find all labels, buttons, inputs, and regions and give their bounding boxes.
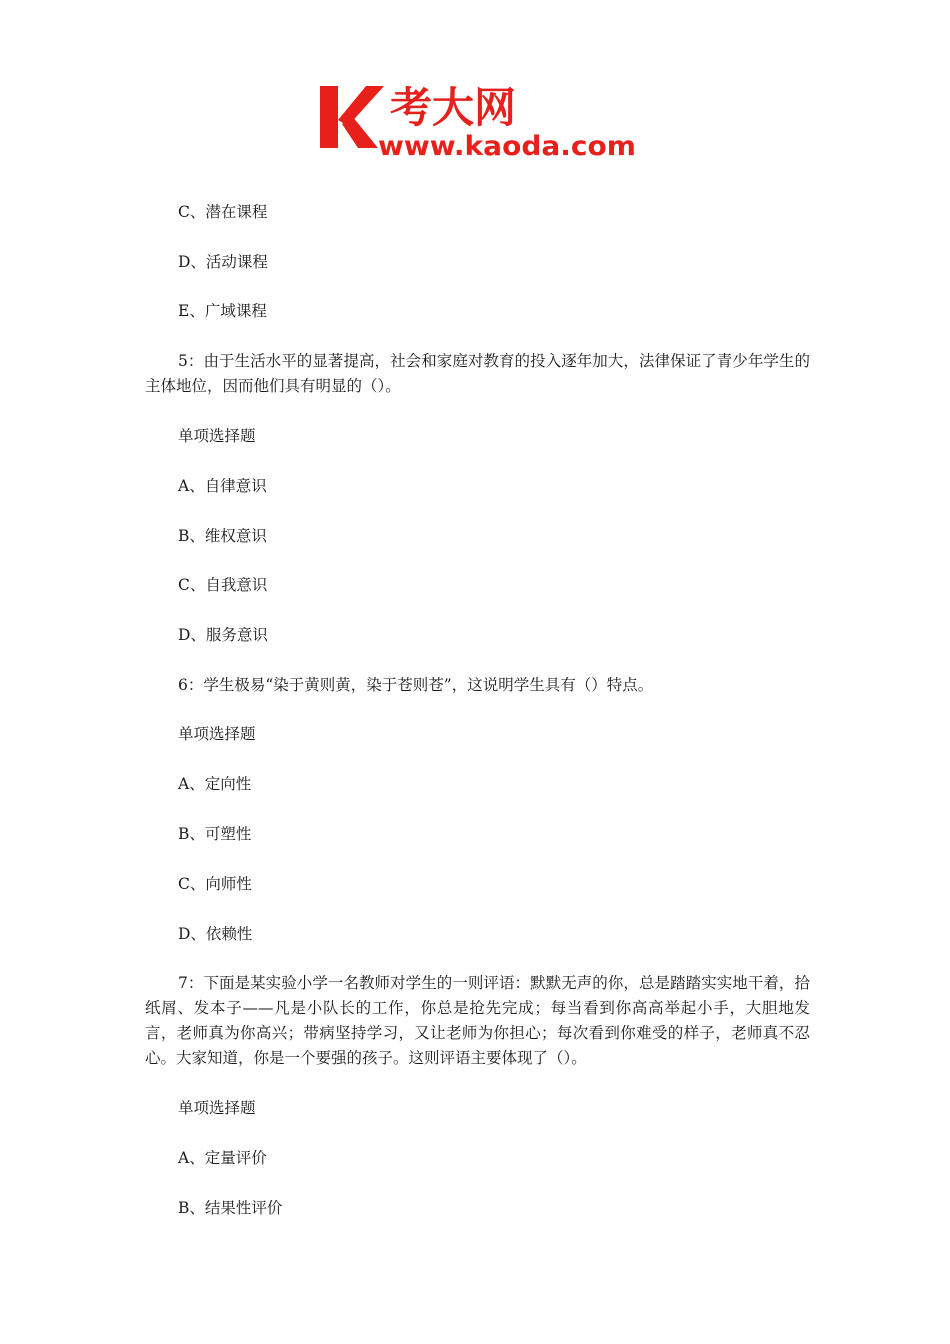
q5-option-d: D、服务意识 [178, 626, 268, 644]
q7-stem: 7：下面是某实验小学一名教师对学生的一则评语：默默无声的你，总是踏踏实实地干着，拾纸屑、发本子——凡是小队长的工作，你总是抢先完成；每当看到你高高举起小手，大胆地发言，老师真为你高兴；带病坚持学习，又让老师为你担心；每次看到你难受的样子，老师真不忍心。大家知道，你是一个要强的孩子。这则评语主要体现了（）。 [145, 974, 810, 1067]
q4-option-c: C、潜在课程 [178, 203, 268, 221]
q7-type: 单项选择题 [178, 1099, 256, 1117]
q6-type: 单项选择题 [178, 725, 256, 743]
q4-option-e: E、广域课程 [178, 302, 267, 320]
q5-option-c: C、自我意识 [178, 576, 268, 594]
q6-option-d: D、依赖性 [178, 925, 253, 943]
q7-option-b: B、结果性评价 [178, 1199, 283, 1217]
kaoda-logo [318, 82, 640, 160]
q5-type: 单项选择题 [178, 427, 256, 445]
q6-option-c: C、向师性 [178, 875, 252, 893]
q5-stem: 5：由于生活水平的显著提高，社会和家庭对教育的投入逐年加大，法律保证了青少年学生的主体地位，因而他们具有明显的（）。 [145, 352, 810, 395]
q7-option-a: A、定量评价 [178, 1149, 267, 1167]
q6-option-b: B、可塑性 [178, 825, 252, 843]
q6-stem: 6：学生极易“染于黄则黄，染于苍则苍”，这说明学生具有（）特点。 [178, 676, 654, 694]
logo-url-text: www.kaoda.com [378, 131, 636, 160]
q6-option-a: A、定向性 [178, 775, 252, 793]
q5-option-a: A、自律意识 [178, 477, 267, 495]
logo-text-cn: 考大网 [390, 83, 517, 132]
q4-option-d: D、活动课程 [178, 253, 268, 271]
q5-option-b: B、维权意识 [178, 527, 267, 545]
